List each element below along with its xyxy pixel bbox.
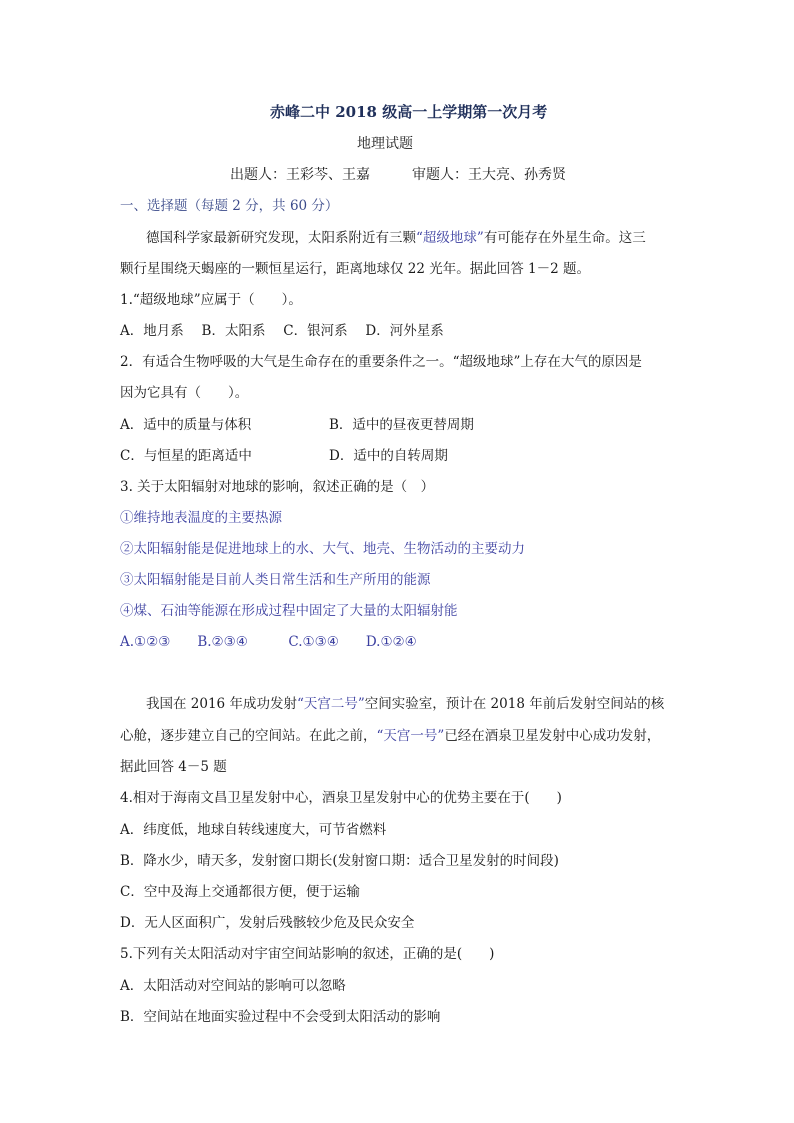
passage2-text-a: 我国在 2016 年成功发射	[146, 696, 297, 712]
exam-title: 赤峰二中 2018 级高一上学期第一次月考	[270, 103, 548, 121]
q3-statement-4: ④煤、石油等能源在形成过程中固定了大量的太阳辐射能	[120, 603, 458, 619]
passage2-line3: 据此回答 4－5 题	[120, 759, 227, 775]
q4-option-c: C．空中及海上交通都很方便，便于运输	[120, 884, 360, 900]
passage1-line2: 颗行星围绕天蝎座的一颗恒星运行，距离地球仅 22 光年。据此回答 1－2 题。	[120, 261, 591, 277]
q2-stem-line2: 因为它具有（ ）。	[120, 385, 249, 401]
q1-options: A．地月系 B．太阳系 C．银河系 D．河外星系	[120, 323, 444, 339]
q2-stem-line1: 2．有适合生物呼吸的大气是生命存在的重要条件之一。“超级地球”上存在大气的原因是	[120, 354, 642, 370]
passage2-line2	[120, 727, 660, 745]
q4-option-d: D．无人区面积广，发射后残骸较少危及民众安全	[120, 915, 415, 931]
q3-statement-3: ③太阳辐射能是目前人类日常生活和生产所用的能源	[120, 572, 431, 588]
q5-stem: 5.下列有关太阳活动对宇宙空间站影响的叙述，正确的是( )	[120, 946, 495, 962]
section-heading: 一、选择题（每题 2 分，共 60 分）	[120, 198, 339, 214]
passage2-quote1: “天宫二号”	[296, 696, 365, 712]
q4-option-a: A．纬度低，地球自转线速度大，可节省燃料	[120, 822, 387, 838]
q3-statement-1: ①维持地表温度的主要热源	[120, 510, 282, 526]
subject-title: 地理试题	[357, 136, 413, 152]
q5-option-b: B．空间站在地面实验过程中不会受到太阳活动的影响	[120, 1009, 441, 1025]
q3-statement-2: ②太阳辐射能是促进地球上的水、大气、地壳、生物活动的主要动力	[120, 541, 525, 557]
q2-option-c: C．与恒星的距离适中	[120, 448, 252, 464]
q2-option-a: A．适中的质量与体积	[120, 417, 252, 433]
q2-option-d: D．适中的自转周期	[329, 448, 448, 464]
passage2-quote2: “天宫一号”	[376, 728, 445, 744]
passage2-text-b: 空间实验室，预计在 2018 年前后发射空间站的核	[364, 696, 665, 712]
passage2-text-d: 已经在酒泉卫星发射中心成功发射，	[444, 728, 661, 744]
passage2-text-c: 心舱，逐步建立自己的空间站。在此之前，	[120, 728, 377, 744]
passage1-line1	[146, 229, 646, 247]
q2-option-b: B．适中的昼夜更替周期	[329, 417, 474, 433]
q3-options: A.①②③ B.②③④ C.①③④ D.①②④	[120, 634, 417, 650]
passage1-quote: “超级地球”	[416, 230, 484, 246]
passage1-text-a: 德国科学家最新研究发现，太阳系附近有三颗	[146, 230, 416, 246]
q4-option-b: B．降水少，晴天多，发射窗口期长(发射窗口期：适合卫星发射的时间段)	[120, 853, 559, 869]
q5-option-a: A．太阳活动对空间站的影响可以忽略	[120, 978, 346, 994]
q1-stem: 1.“超级地球”应属于（ ）。	[120, 292, 302, 308]
author-line: 出题人：王彩芩、王嘉 审题人：王大亮、孙秀贤	[230, 167, 566, 183]
passage1-text-b: 有可能存在外星生命。这三	[483, 230, 646, 246]
passage2-line1	[146, 695, 664, 713]
q4-stem: 4.相对于海南文昌卫星发射中心，酒泉卫星发射中心的优势主要在于( )	[120, 790, 562, 806]
q3-stem: 3. 关于太阳辐射对地球的影响，叙述正确的是（ ）	[120, 479, 435, 495]
